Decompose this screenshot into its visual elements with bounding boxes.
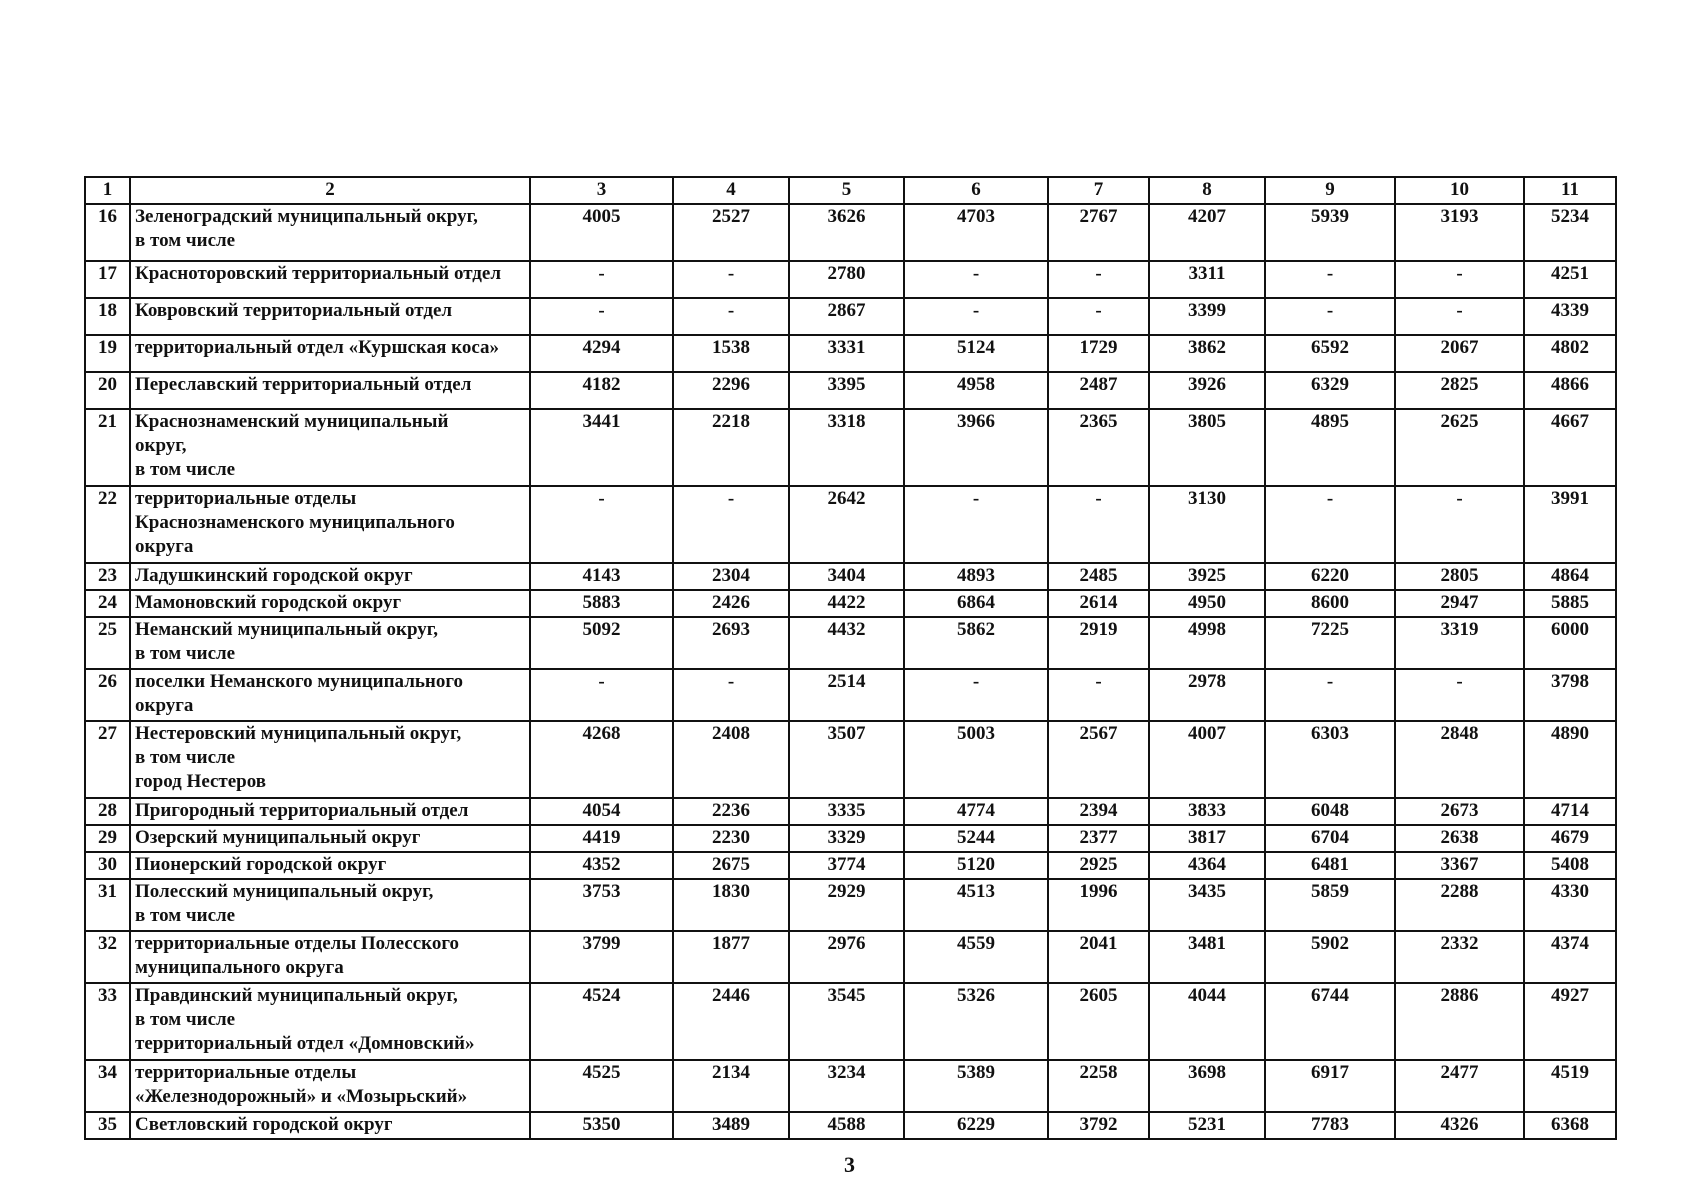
- value-cell: 4802: [1524, 335, 1616, 372]
- row-name: [130, 204, 530, 261]
- value-cell: 3311: [1149, 261, 1265, 298]
- value-cell: 3966: [904, 409, 1048, 486]
- value-cell: 4182: [530, 372, 673, 409]
- value-cell: 3799: [530, 931, 673, 983]
- row-name-line: Полесский муниципальный округ,: [135, 881, 434, 902]
- value-cell: -: [904, 261, 1048, 298]
- row-number: 20: [85, 372, 130, 409]
- row-number: 19: [85, 335, 130, 372]
- value-cell: 6592: [1265, 335, 1395, 372]
- value-cell: -: [1395, 486, 1524, 563]
- value-cell: 8600: [1265, 590, 1395, 617]
- value-cell: 4524: [530, 983, 673, 1060]
- row-name-line: Зеленоградский муниципальный округ,: [135, 206, 478, 227]
- row-name-line: территориальные отделы Полесского: [135, 933, 459, 954]
- table-row: [85, 983, 1616, 1060]
- value-cell: 6481: [1265, 852, 1395, 879]
- header-cell: 10: [1395, 177, 1524, 204]
- value-cell: 4679: [1524, 825, 1616, 852]
- value-cell: 5939: [1265, 204, 1395, 261]
- value-cell: -: [1395, 298, 1524, 335]
- value-cell: 2527: [673, 204, 789, 261]
- header-cell: 7: [1048, 177, 1149, 204]
- header-cell: 9: [1265, 177, 1395, 204]
- table-row: [85, 825, 1616, 852]
- row-name: [130, 298, 530, 335]
- row-number: 27: [85, 721, 130, 798]
- value-cell: -: [904, 298, 1048, 335]
- value-cell: 4998: [1149, 617, 1265, 669]
- row-name-line: Правдинский муниципальный округ,: [135, 985, 458, 1006]
- value-cell: 2304: [673, 563, 789, 590]
- value-cell: 3193: [1395, 204, 1524, 261]
- table-row: [85, 1112, 1616, 1139]
- value-cell: 2332: [1395, 931, 1524, 983]
- row-name-line: округа: [135, 536, 194, 557]
- value-cell: 3507: [789, 721, 904, 798]
- value-cell: 2978: [1149, 669, 1265, 721]
- value-cell: 5092: [530, 617, 673, 669]
- row-name-line: город Нестеров: [135, 771, 267, 792]
- value-cell: 3489: [673, 1112, 789, 1139]
- value-cell: 4432: [789, 617, 904, 669]
- table-row: [85, 617, 1616, 669]
- header-cell: 2: [130, 177, 530, 204]
- row-name-line: Краснознаменский муниципальный: [135, 411, 449, 432]
- value-cell: 2377: [1048, 825, 1149, 852]
- table-row: [85, 590, 1616, 617]
- row-name: [130, 372, 530, 409]
- value-cell: 2296: [673, 372, 789, 409]
- value-cell: -: [1048, 298, 1149, 335]
- value-cell: 2514: [789, 669, 904, 721]
- value-cell: 6864: [904, 590, 1048, 617]
- value-cell: 6000: [1524, 617, 1616, 669]
- row-number: 26: [85, 669, 130, 721]
- value-cell: -: [673, 298, 789, 335]
- value-cell: 2919: [1048, 617, 1149, 669]
- row-name-line: территориальный отдел «Домновский»: [135, 1033, 475, 1054]
- value-cell: 6329: [1265, 372, 1395, 409]
- row-number: 31: [85, 879, 130, 931]
- value-cell: 4268: [530, 721, 673, 798]
- row-name: [130, 669, 530, 721]
- value-cell: 3817: [1149, 825, 1265, 852]
- table-row: [85, 486, 1616, 563]
- value-cell: 4864: [1524, 563, 1616, 590]
- row-name: [130, 931, 530, 983]
- value-cell: 3367: [1395, 852, 1524, 879]
- value-cell: -: [673, 486, 789, 563]
- value-cell: 4294: [530, 335, 673, 372]
- value-cell: 2067: [1395, 335, 1524, 372]
- value-cell: 5124: [904, 335, 1048, 372]
- value-cell: 6917: [1265, 1060, 1395, 1112]
- value-cell: 3441: [530, 409, 673, 486]
- value-cell: 6048: [1265, 798, 1395, 825]
- value-cell: 2693: [673, 617, 789, 669]
- row-name-line: Пионерский городской округ: [135, 854, 387, 875]
- value-cell: 2605: [1048, 983, 1149, 1060]
- row-name: [130, 617, 530, 669]
- value-cell: 5244: [904, 825, 1048, 852]
- row-name: [130, 261, 530, 298]
- table-row: [85, 335, 1616, 372]
- value-cell: 3926: [1149, 372, 1265, 409]
- row-number: 17: [85, 261, 130, 298]
- value-cell: 4703: [904, 204, 1048, 261]
- value-cell: 1729: [1048, 335, 1149, 372]
- row-number: 33: [85, 983, 130, 1060]
- value-cell: 2487: [1048, 372, 1149, 409]
- header-cell: 4: [673, 177, 789, 204]
- value-cell: 5003: [904, 721, 1048, 798]
- value-cell: 5234: [1524, 204, 1616, 261]
- value-cell: -: [530, 486, 673, 563]
- row-name: [130, 1060, 530, 1112]
- row-name-line: Неманский муниципальный округ,: [135, 619, 439, 640]
- table-row: [85, 563, 1616, 590]
- value-cell: 2485: [1048, 563, 1149, 590]
- value-cell: -: [530, 298, 673, 335]
- value-cell: 2394: [1048, 798, 1149, 825]
- table-row: [85, 879, 1616, 931]
- value-cell: 4895: [1265, 409, 1395, 486]
- row-name-line: территориальные отделы: [135, 1062, 357, 1083]
- value-cell: 4044: [1149, 983, 1265, 1060]
- row-number: 28: [85, 798, 130, 825]
- value-cell: 2673: [1395, 798, 1524, 825]
- table-row: [85, 669, 1616, 721]
- header-cell: 5: [789, 177, 904, 204]
- value-cell: -: [1048, 261, 1149, 298]
- row-name-line: территориальный отдел «Куршская коса»: [135, 337, 499, 358]
- value-cell: 3481: [1149, 931, 1265, 983]
- value-cell: 4364: [1149, 852, 1265, 879]
- row-name: [130, 879, 530, 931]
- row-number: 34: [85, 1060, 130, 1112]
- row-name-line: Озерский муниципальный округ: [135, 827, 421, 848]
- value-cell: 4866: [1524, 372, 1616, 409]
- value-cell: 2567: [1048, 721, 1149, 798]
- value-cell: 6368: [1524, 1112, 1616, 1139]
- row-name-line: Нестеровский муниципальный округ,: [135, 723, 462, 744]
- row-number: 23: [85, 563, 130, 590]
- value-cell: 3833: [1149, 798, 1265, 825]
- value-cell: 5389: [904, 1060, 1048, 1112]
- value-cell: 6303: [1265, 721, 1395, 798]
- value-cell: 6704: [1265, 825, 1395, 852]
- row-name-line: в том числе: [135, 643, 236, 664]
- table-row: [85, 298, 1616, 335]
- value-cell: -: [1265, 669, 1395, 721]
- value-cell: 4513: [904, 879, 1048, 931]
- value-cell: 4950: [1149, 590, 1265, 617]
- value-cell: 7225: [1265, 617, 1395, 669]
- value-cell: 6220: [1265, 563, 1395, 590]
- value-cell: 2477: [1395, 1060, 1524, 1112]
- value-cell: 5902: [1265, 931, 1395, 983]
- row-name-line: округа: [135, 695, 194, 716]
- value-cell: 2134: [673, 1060, 789, 1112]
- header-cell: 8: [1149, 177, 1265, 204]
- row-name: [130, 983, 530, 1060]
- row-name-line: в том числе: [135, 230, 236, 251]
- row-name-line: в том числе: [135, 1009, 236, 1030]
- value-cell: 3318: [789, 409, 904, 486]
- value-cell: 3698: [1149, 1060, 1265, 1112]
- value-cell: 4007: [1149, 721, 1265, 798]
- row-name: [130, 798, 530, 825]
- row-number: 32: [85, 931, 130, 983]
- row-name: [130, 825, 530, 852]
- value-cell: 1996: [1048, 879, 1149, 931]
- value-cell: 3862: [1149, 335, 1265, 372]
- row-number: 22: [85, 486, 130, 563]
- row-name: [130, 335, 530, 372]
- value-cell: -: [1048, 486, 1149, 563]
- value-cell: 4667: [1524, 409, 1616, 486]
- value-cell: -: [1265, 486, 1395, 563]
- value-cell: 3925: [1149, 563, 1265, 590]
- table-row: [85, 721, 1616, 798]
- value-cell: 3626: [789, 204, 904, 261]
- value-cell: 4588: [789, 1112, 904, 1139]
- table-row: [85, 204, 1616, 261]
- header-cell: 11: [1524, 177, 1616, 204]
- value-cell: 5120: [904, 852, 1048, 879]
- value-cell: -: [673, 261, 789, 298]
- table-row: [85, 1060, 1616, 1112]
- value-cell: 2446: [673, 983, 789, 1060]
- row-name-line: Краснотоpовский территориальный отдел: [135, 263, 502, 284]
- table-row: [85, 931, 1616, 983]
- value-cell: 3331: [789, 335, 904, 372]
- table-row: [85, 409, 1616, 486]
- row-name-line: муниципального округа: [135, 957, 344, 978]
- value-cell: 4374: [1524, 931, 1616, 983]
- value-cell: 2230: [673, 825, 789, 852]
- value-cell: 7783: [1265, 1112, 1395, 1139]
- value-cell: 3545: [789, 983, 904, 1060]
- value-cell: 2925: [1048, 852, 1149, 879]
- row-name: [130, 590, 530, 617]
- value-cell: 2805: [1395, 563, 1524, 590]
- row-name-line: поселки Неманского муниципального: [135, 671, 464, 692]
- value-cell: 3991: [1524, 486, 1616, 563]
- value-cell: 2929: [789, 879, 904, 931]
- value-cell: 2642: [789, 486, 904, 563]
- value-cell: 5883: [530, 590, 673, 617]
- value-cell: 5885: [1524, 590, 1616, 617]
- page-number: 3: [844, 1152, 855, 1177]
- value-cell: 1830: [673, 879, 789, 931]
- value-cell: 2767: [1048, 204, 1149, 261]
- value-cell: 4326: [1395, 1112, 1524, 1139]
- value-cell: 2218: [673, 409, 789, 486]
- value-cell: 2258: [1048, 1060, 1149, 1112]
- value-cell: 1877: [673, 931, 789, 983]
- header-row: [85, 177, 1616, 204]
- value-cell: 3395: [789, 372, 904, 409]
- value-cell: 2825: [1395, 372, 1524, 409]
- value-cell: 5350: [530, 1112, 673, 1139]
- value-cell: 4054: [530, 798, 673, 825]
- row-number: 21: [85, 409, 130, 486]
- row-name-line: Краснознаменского муниципального: [135, 512, 455, 533]
- value-cell: -: [1395, 669, 1524, 721]
- value-cell: 3774: [789, 852, 904, 879]
- value-cell: 3805: [1149, 409, 1265, 486]
- value-cell: 4207: [1149, 204, 1265, 261]
- value-cell: -: [1395, 261, 1524, 298]
- value-cell: 6229: [904, 1112, 1048, 1139]
- row-number: 18: [85, 298, 130, 335]
- row-name-line: Переславский территориальный отдел: [135, 374, 472, 395]
- value-cell: 2426: [673, 590, 789, 617]
- value-cell: 2976: [789, 931, 904, 983]
- value-cell: 1538: [673, 335, 789, 372]
- value-cell: 2041: [1048, 931, 1149, 983]
- value-cell: 3329: [789, 825, 904, 852]
- value-cell: 4352: [530, 852, 673, 879]
- row-name-line: Ладушкинский городской округ: [135, 565, 413, 586]
- value-cell: 4890: [1524, 721, 1616, 798]
- row-name-line: Пригородный территориальный отдел: [135, 800, 469, 821]
- value-cell: 4559: [904, 931, 1048, 983]
- row-name-line: в том числе: [135, 905, 236, 926]
- value-cell: 3792: [1048, 1112, 1149, 1139]
- value-cell: 3319: [1395, 617, 1524, 669]
- row-number: 24: [85, 590, 130, 617]
- table-body: [85, 204, 1616, 1139]
- value-cell: 3399: [1149, 298, 1265, 335]
- row-name-line: «Железнодорожный» и «Мозырьский»: [135, 1086, 468, 1107]
- value-cell: 2780: [789, 261, 904, 298]
- value-cell: -: [904, 669, 1048, 721]
- value-cell: -: [1265, 298, 1395, 335]
- value-cell: -: [1265, 261, 1395, 298]
- value-cell: 5859: [1265, 879, 1395, 931]
- value-cell: 3798: [1524, 669, 1616, 721]
- header-cell: 3: [530, 177, 673, 204]
- data-table: [84, 176, 1617, 1140]
- row-number: 29: [85, 825, 130, 852]
- value-cell: -: [673, 669, 789, 721]
- row-name: [130, 486, 530, 563]
- header-cell: 6: [904, 177, 1048, 204]
- row-name: [130, 563, 530, 590]
- value-cell: 3404: [789, 563, 904, 590]
- row-number: 25: [85, 617, 130, 669]
- row-name-line: Ковровский территориальный отдел: [135, 300, 453, 321]
- value-cell: 4893: [904, 563, 1048, 590]
- row-number: 30: [85, 852, 130, 879]
- value-cell: 4927: [1524, 983, 1616, 1060]
- value-cell: -: [904, 486, 1048, 563]
- value-cell: 3335: [789, 798, 904, 825]
- row-number: 35: [85, 1112, 130, 1139]
- row-name-line: в том числе: [135, 747, 236, 768]
- row-name-line: в том числе: [135, 459, 236, 480]
- value-cell: 3130: [1149, 486, 1265, 563]
- value-cell: 2947: [1395, 590, 1524, 617]
- value-cell: 2408: [673, 721, 789, 798]
- row-name-line: территориальные отделы: [135, 488, 357, 509]
- value-cell: 5231: [1149, 1112, 1265, 1139]
- value-cell: 4958: [904, 372, 1048, 409]
- table-row: [85, 261, 1616, 298]
- value-cell: 2638: [1395, 825, 1524, 852]
- value-cell: 4419: [530, 825, 673, 852]
- row-name: [130, 852, 530, 879]
- value-cell: 2288: [1395, 879, 1524, 931]
- value-cell: -: [530, 669, 673, 721]
- value-cell: 2614: [1048, 590, 1149, 617]
- value-cell: 4251: [1524, 261, 1616, 298]
- row-name: [130, 1112, 530, 1139]
- value-cell: 5862: [904, 617, 1048, 669]
- value-cell: -: [1048, 669, 1149, 721]
- value-cell: 2625: [1395, 409, 1524, 486]
- row-name: [130, 721, 530, 798]
- value-cell: 4330: [1524, 879, 1616, 931]
- value-cell: 4422: [789, 590, 904, 617]
- value-cell: 3435: [1149, 879, 1265, 931]
- header-cell: 1: [85, 177, 130, 204]
- value-cell: 5326: [904, 983, 1048, 1060]
- value-cell: -: [530, 261, 673, 298]
- row-number: 16: [85, 204, 130, 261]
- table-row: [85, 798, 1616, 825]
- table-row: [85, 372, 1616, 409]
- value-cell: 4005: [530, 204, 673, 261]
- value-cell: 3234: [789, 1060, 904, 1112]
- row-name-line: округ,: [135, 435, 187, 456]
- row-name: [130, 409, 530, 486]
- table-row: [85, 852, 1616, 879]
- value-cell: 2886: [1395, 983, 1524, 1060]
- value-cell: 2867: [789, 298, 904, 335]
- row-name-line: Мамоновский городской округ: [135, 592, 402, 613]
- value-cell: 2365: [1048, 409, 1149, 486]
- value-cell: 6744: [1265, 983, 1395, 1060]
- value-cell: 4519: [1524, 1060, 1616, 1112]
- value-cell: 2848: [1395, 721, 1524, 798]
- value-cell: 5408: [1524, 852, 1616, 879]
- value-cell: 2675: [673, 852, 789, 879]
- value-cell: 4714: [1524, 798, 1616, 825]
- value-cell: 4525: [530, 1060, 673, 1112]
- value-cell: 2236: [673, 798, 789, 825]
- row-name-line: Светловский городской округ: [135, 1114, 393, 1135]
- value-cell: 3753: [530, 879, 673, 931]
- value-cell: 4774: [904, 798, 1048, 825]
- value-cell: 4339: [1524, 298, 1616, 335]
- value-cell: 4143: [530, 563, 673, 590]
